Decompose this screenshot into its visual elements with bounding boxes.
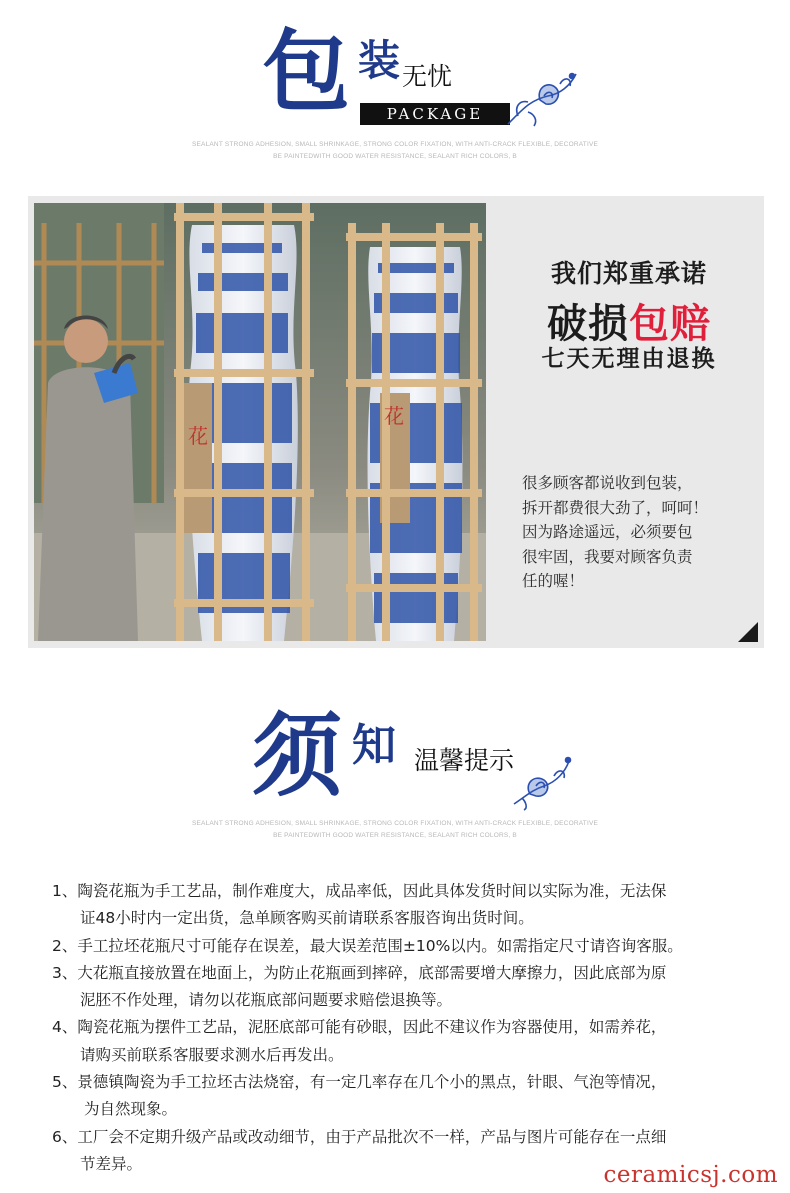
customer-note-line: 任的喔！ bbox=[522, 572, 585, 590]
package-header bbox=[0, 0, 790, 170]
package-panel bbox=[28, 196, 764, 648]
promise-compensate: 包赔 bbox=[629, 301, 711, 347]
notice-line: 4、陶瓷花瓶为摆件工艺品，泥胚底部可能有砂眼，因此不建议作为容器使用，如需养花， bbox=[52, 1018, 667, 1037]
notice-line: 2、手工拉坯花瓶尺寸可能存在误差，最大误差范围±10%以内。如需指定尺寸请咨询客服。 bbox=[52, 936, 683, 955]
list-item bbox=[52, 1069, 752, 1124]
notice-line: 节差异。 bbox=[80, 1154, 143, 1173]
customer-note-line: 很牢固，我要对顾客负责 bbox=[522, 547, 693, 566]
promise-line-3: 七天无理由退换 bbox=[541, 346, 717, 372]
notice-header bbox=[0, 700, 790, 840]
crate-sign-left: 花 bbox=[188, 424, 208, 448]
customer-note bbox=[522, 471, 752, 594]
package-big-char: 包 bbox=[262, 20, 351, 123]
list-item bbox=[52, 1014, 752, 1069]
notice-list bbox=[52, 878, 752, 1178]
package-mid-char: 装 bbox=[358, 36, 401, 85]
notice-mid-char: 知 bbox=[352, 720, 396, 771]
notice-tagline bbox=[0, 818, 790, 842]
notice-line: 6、工厂会不定期升级产品或改动细节，由于产品批次不一样，产品与图片可能存在一点细 bbox=[52, 1127, 667, 1146]
crate-sign-right: 花 bbox=[384, 404, 404, 428]
notice-big-char: 须 bbox=[252, 704, 342, 809]
blue-flower-icon bbox=[500, 66, 582, 130]
promise-damage: 破损 bbox=[547, 301, 629, 347]
customer-note-line: 因为路途遥远，必须要包 bbox=[522, 523, 693, 541]
package-small-text: 无忧 bbox=[402, 62, 453, 91]
notice-line: 为自然现象。 bbox=[84, 1100, 178, 1119]
notice-line: 泥胚不作处理，请勿以花瓶底部问题要求赔偿退换等。 bbox=[80, 991, 453, 1010]
package-tagline bbox=[0, 139, 790, 163]
notice-tagline-line2: BE PAINTEDWITH GOOD WATER RESISTANCE, SEALANT RICH COLORS, B bbox=[273, 832, 517, 839]
notice-line: 3、大花瓶直接放置在地面上，为防止花瓶画到摔碎，底部需要增大摩擦力，因此底部为原 bbox=[52, 963, 667, 982]
customer-note-line: 很多顾客都说收到包装， bbox=[522, 474, 693, 492]
corner-triangle-icon bbox=[738, 622, 758, 642]
package-tagline-line2: BE PAINTEDWITH GOOD WATER RESISTANCE, SEALANT RICH COLORS, B bbox=[273, 153, 517, 160]
notice-line: 5、景德镇陶瓷为手工拉坯古法烧窑，有一定几率存在几个小的黑点，针眼、气泡等情况， bbox=[52, 1073, 667, 1092]
customer-note-line: 拆开都费很大劲了，呵呵！ bbox=[522, 498, 709, 517]
vase-crate-photo bbox=[34, 203, 486, 641]
list-item bbox=[52, 960, 752, 1015]
notice-tagline-line1: SEALANT STRONG ADHESION, SMALL SHRINKAGE, STRONG COLOR FIXATION, WITH ANTI-CRACK FLEXIBLE, DECORATIVE bbox=[191, 820, 599, 827]
list-item bbox=[52, 878, 752, 933]
package-tagline-line1: SEALANT STRONG ADHESION, SMALL SHRINKAGE, STRONG COLOR FIXATION, WITH ANTI-CRACK FLEXIBLE, DECORATIVE bbox=[191, 141, 599, 148]
site-watermark: ceramicsj.com bbox=[603, 1162, 778, 1188]
blue-flower-icon bbox=[508, 750, 576, 812]
list-item bbox=[52, 933, 752, 960]
promise-line-1: 我们郑重承诺 bbox=[550, 259, 707, 288]
notice-line: 1、陶瓷花瓶为手工艺品，制作难度大，成品率低，因此具体发货时间以实际为准，无法保 bbox=[52, 882, 667, 900]
notice-line: 证48小时内一定出货，急单顾客购买前请联系客服咨询出货时间。 bbox=[80, 909, 534, 928]
notice-small-text: 温馨提示 bbox=[414, 746, 515, 775]
package-english-bar: PACKAGE bbox=[360, 103, 510, 125]
notice-line: 请购买前联系客服要求测水后再发出。 bbox=[80, 1045, 344, 1064]
vase-crate-illustration bbox=[34, 203, 486, 641]
